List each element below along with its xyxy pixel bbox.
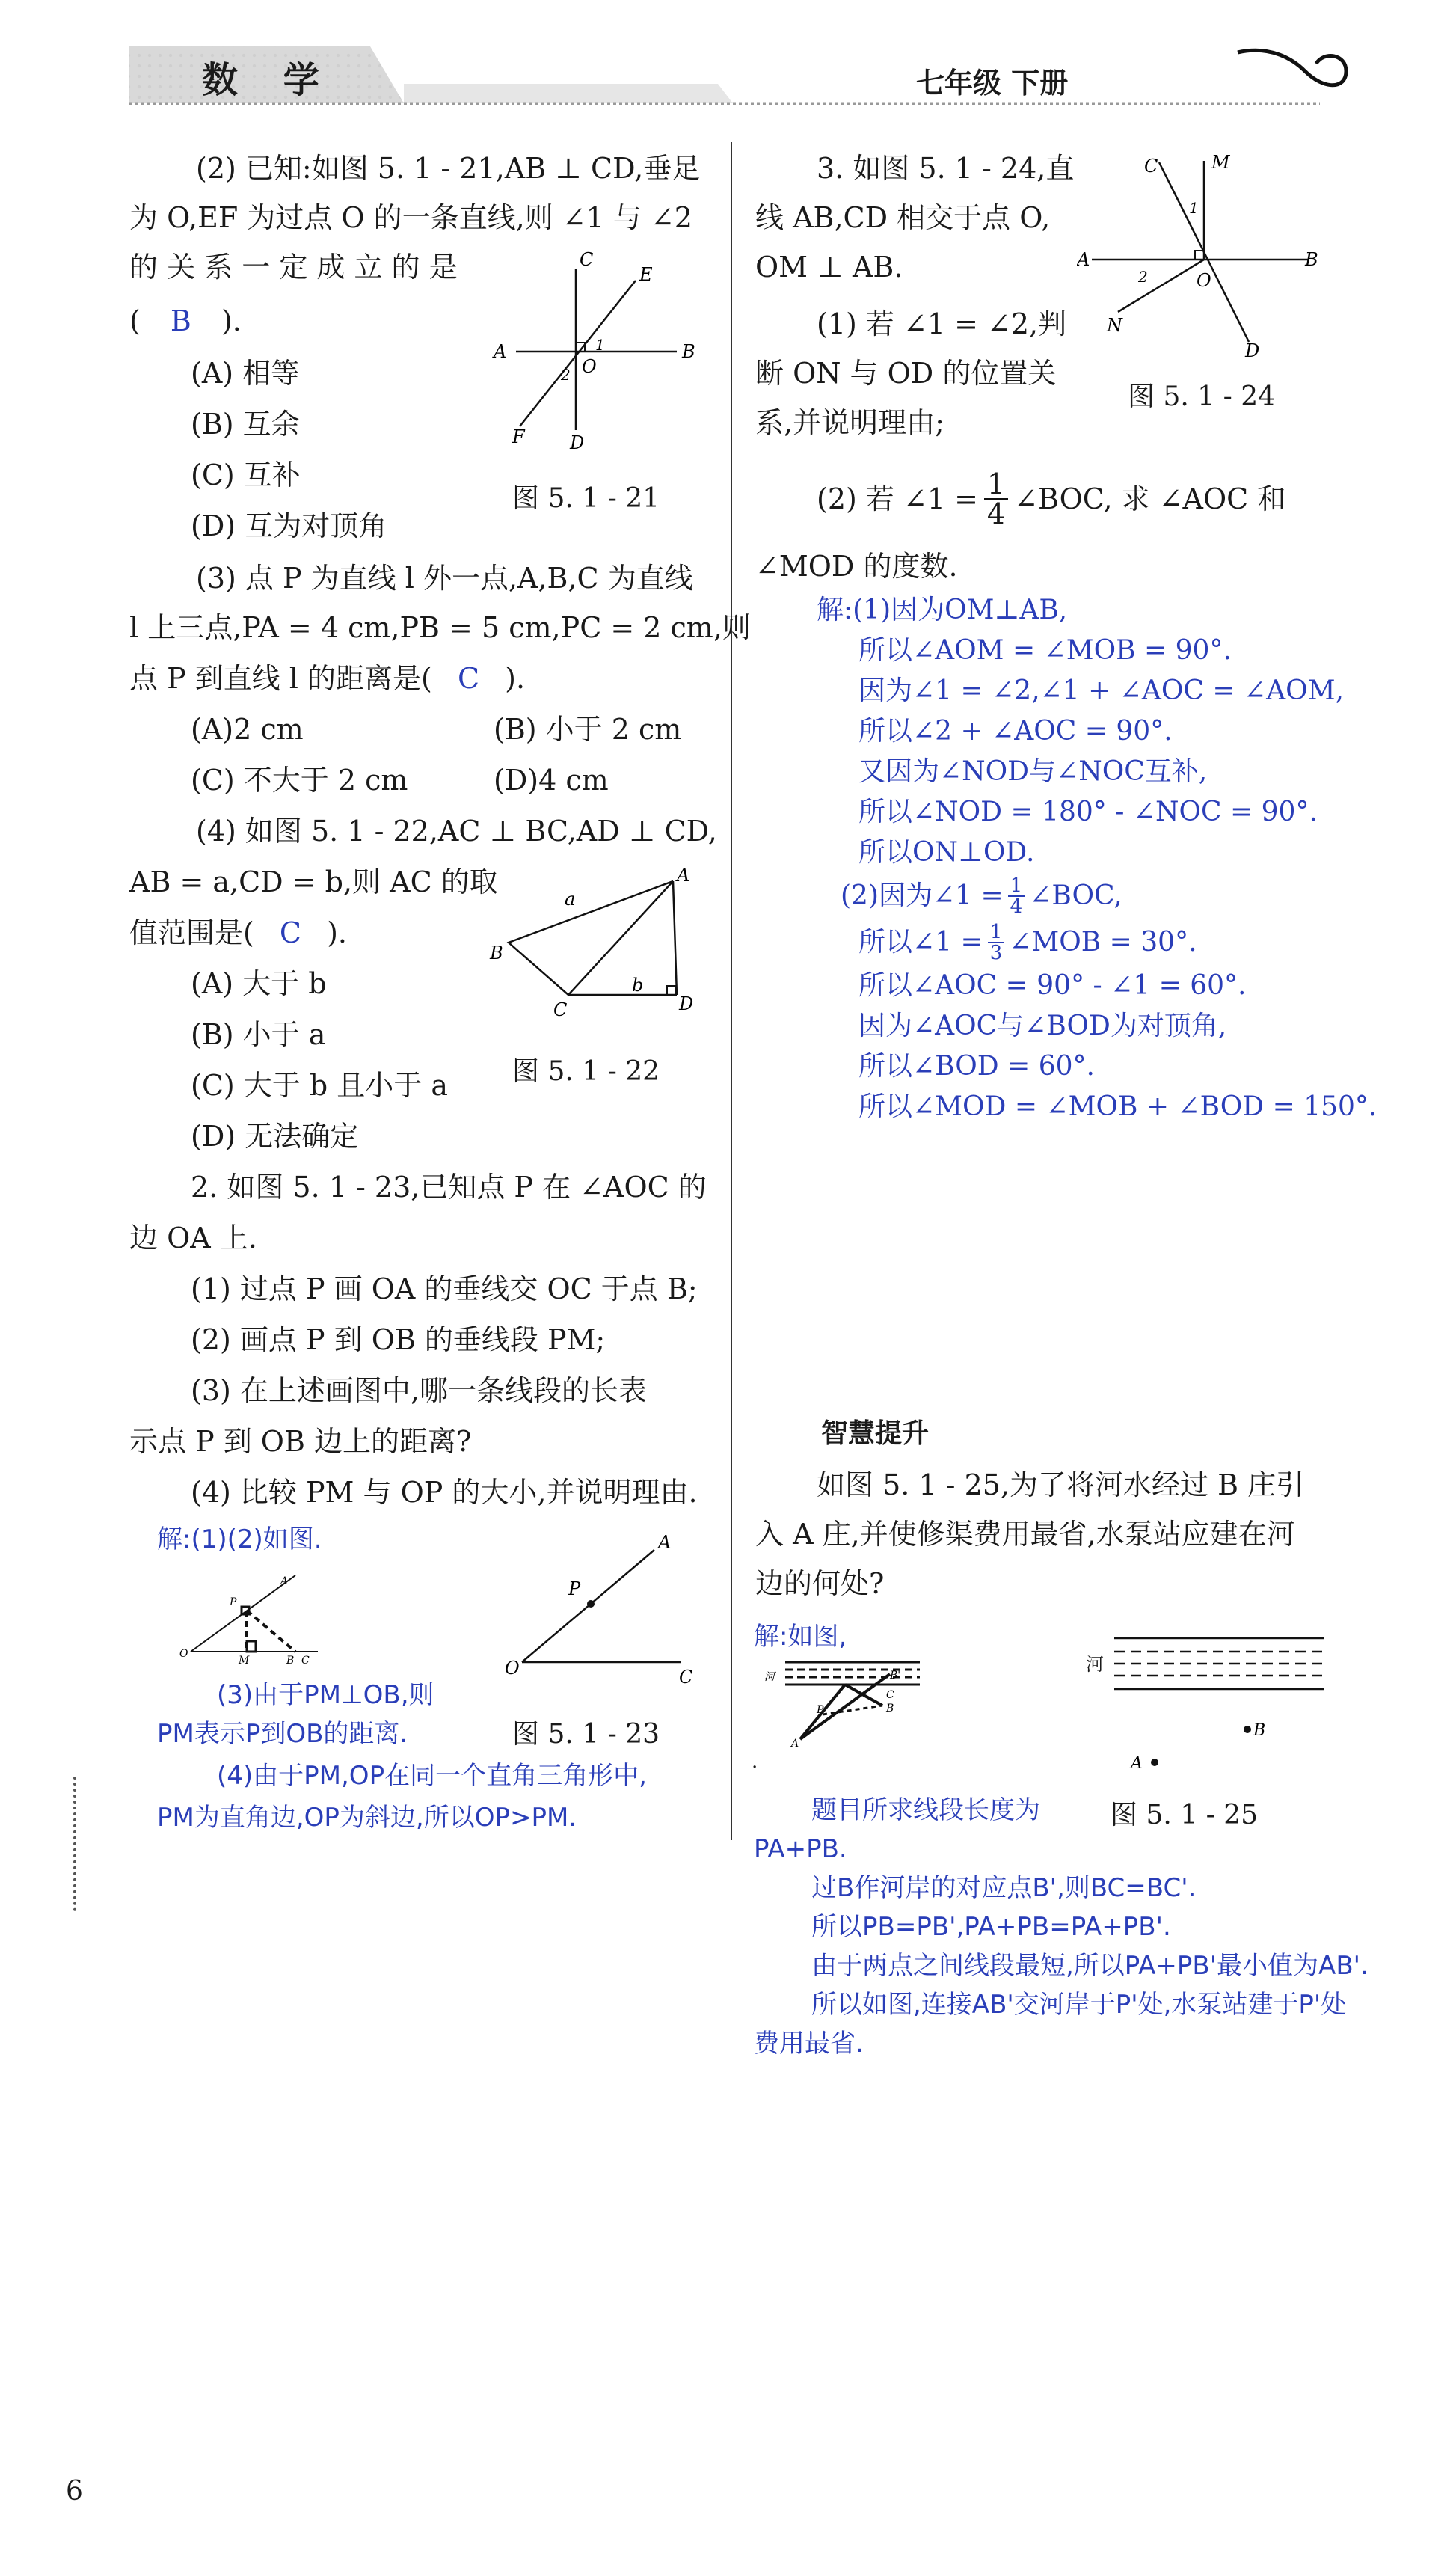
- solution-line: 所以∠AOM = ∠MOB = 90°.: [858, 635, 1232, 666]
- p3-q2-fraction: [984, 470, 1008, 528]
- q3-text: 点 P 到直线 l 的距离是(: [129, 662, 432, 695]
- svg-text:D: D: [679, 993, 694, 1014]
- sol2-a-fraction: [1008, 876, 1025, 916]
- svg-text:B': B': [890, 1670, 901, 1682]
- q2-line2: 为 O,EF 为过点 O 的一条直线,则 ∠1 与 ∠2: [129, 201, 692, 234]
- p4-solution-line: PA+PB.: [754, 1834, 847, 1864]
- svg-text:P: P: [817, 1704, 824, 1716]
- fraction-denominator: 3: [989, 942, 1003, 964]
- q2-answer-line: [129, 296, 242, 346]
- svg-text:C: C: [580, 249, 594, 270]
- p2-line2: 边 OA 上.: [129, 1222, 257, 1254]
- svg-text:A: A: [494, 341, 507, 362]
- q2-answer: B: [170, 304, 191, 337]
- sol2-b-fraction: [988, 922, 1005, 963]
- solution-line: 又因为∠NOD与∠NOC互补,: [858, 756, 1208, 787]
- svg-text:D: D: [1245, 340, 1260, 361]
- sol2-a-tail: ∠BOC,: [1029, 880, 1122, 911]
- p2-solution-3b: PM表示P到OB的距离.: [157, 1719, 408, 1749]
- q3-line3: [129, 654, 525, 703]
- q4-option: (A) 大于 b: [191, 967, 327, 1000]
- solution-line: 所以ON⊥OD.: [858, 837, 1035, 868]
- p2-solution-4a: (4)由于PM,OP在同一个直角三角形中,: [217, 1761, 647, 1791]
- svg-text:1: 1: [595, 336, 605, 354]
- q3-option-d: (D)4 cm: [494, 764, 609, 797]
- p3-q2-text-tail: ∠BOC, 求 ∠AOC 和: [1014, 482, 1286, 515]
- svg-text:河: 河: [764, 1671, 775, 1683]
- svg-text:M: M: [239, 1655, 250, 1667]
- svg-text:C: C: [679, 1667, 693, 1688]
- fraction-numerator: 1: [1008, 876, 1025, 897]
- q2-line3: 的 关 系 一 定 成 立 的 是: [129, 251, 458, 284]
- q3-close: ).: [505, 662, 526, 695]
- svg-text:O: O: [1197, 270, 1211, 291]
- svg-text:A: A: [677, 865, 690, 886]
- section-title: 智慧提升: [821, 1418, 930, 1449]
- figure-5-1-25: [1077, 1631, 1331, 1780]
- solution-line: 所以∠AOC = 90° - ∠1 = 60°.: [858, 970, 1247, 1001]
- p2-solution-figure: [168, 1562, 329, 1667]
- q4-answer: C: [279, 916, 301, 949]
- p3-q1b: 断 ON 与 OD 的位置关: [755, 357, 1057, 390]
- q2-paren-open: (: [129, 304, 141, 337]
- p4-line3: 边的何处?: [755, 1567, 885, 1600]
- svg-text:O: O: [179, 1648, 188, 1660]
- solution-line-frac2: [858, 922, 1197, 963]
- q3-answer: C: [457, 662, 480, 695]
- p3-q1a: (1) 若 ∠1 = ∠2,判: [817, 307, 1067, 340]
- p4-line1: 如图 5. 1 - 25,为了将河水经过 B 庄引: [817, 1468, 1305, 1501]
- q4-line1: (4) 如图 5. 1 - 22,AC ⊥ BC,AD ⊥ CD,: [196, 815, 717, 848]
- q4-text: 值范围是(: [129, 916, 254, 949]
- p4-solution-figure: [763, 1653, 927, 1750]
- fraction-denominator: 4: [1010, 895, 1023, 918]
- p4-solution-line: 所以PB=PB',PA+PB=PA+PB'.: [811, 1912, 1171, 1942]
- p3-line2: 线 AB,CD 相交于点 O,: [755, 201, 1051, 234]
- q2-option: (A) 相等: [191, 357, 300, 390]
- fig24-caption: 图 5. 1 - 24: [1128, 381, 1275, 412]
- svg-text:A: A: [280, 1575, 289, 1587]
- figure-5-1-24: [1077, 146, 1331, 370]
- svg-text:P: P: [230, 1596, 237, 1608]
- sol2-b-text: 所以∠1 =: [858, 927, 983, 957]
- header-swirl-icon: [1238, 50, 1346, 85]
- svg-text:M: M: [1211, 152, 1230, 173]
- q4-close: ).: [327, 916, 347, 949]
- p3-q2-line: [817, 470, 1285, 528]
- svg-text:1: 1: [1189, 199, 1199, 217]
- q4-option: (C) 大于 b 且小于 a: [191, 1069, 449, 1102]
- p2-item: (3) 在上述画图中,哪一条线段的长表: [191, 1374, 647, 1407]
- column-divider: [731, 142, 732, 1840]
- svg-text:B: B: [1305, 249, 1318, 270]
- margin-dots: [73, 1777, 76, 1911]
- svg-text:E: E: [639, 264, 653, 285]
- q3-option-c: (C) 不大于 2 cm: [191, 764, 408, 797]
- q4-line3: [129, 908, 347, 957]
- q2-line1: (2) 已知:如图 5. 1 - 21,AB ⊥ CD,垂足: [196, 152, 701, 185]
- p4-solution-line: 所以如图,连接AB'交河岸于P'处,水泵站建于P'处: [811, 1990, 1347, 2020]
- svg-text:a: a: [565, 889, 576, 910]
- p2-solution-4b: PM为直角边,OP为斜边,所以OP>PM.: [157, 1803, 577, 1833]
- q2-option: (C) 互补: [191, 459, 301, 491]
- svg-text:A: A: [1131, 1754, 1143, 1773]
- p2-line1: 2. 如图 5. 1 - 23,已知点 P 在 ∠AOC 的: [191, 1171, 707, 1204]
- p3-q1c: 系,并说明理由;: [755, 406, 944, 439]
- svg-text:B: B: [886, 1703, 894, 1714]
- svg-text:C: C: [1144, 156, 1158, 177]
- solution-line: 所以∠NOD = 180° - ∠NOC = 90°.: [858, 797, 1318, 827]
- figure-5-1-22: [479, 860, 718, 1025]
- header-subject: 数 学: [202, 59, 336, 101]
- page-header: [0, 0, 1456, 120]
- fraction-denominator: 4: [986, 497, 1006, 530]
- p2-item: (1) 过点 P 画 OA 的垂线交 OC 于点 B;: [191, 1272, 698, 1305]
- svg-text:N: N: [1107, 315, 1122, 336]
- fig22-caption: 图 5. 1 - 22: [512, 1056, 660, 1087]
- fig23-caption: 图 5. 1 - 23: [512, 1719, 660, 1750]
- q2-paren-close: ).: [221, 304, 242, 337]
- fraction-numerator: 1: [988, 922, 1005, 943]
- p3-line1: 3. 如图 5. 1 - 24,直: [817, 152, 1075, 185]
- p2-solution-title: 解:(1)(2)如图.: [157, 1524, 322, 1554]
- svg-text:2: 2: [1138, 268, 1148, 286]
- svg-text:2: 2: [561, 366, 571, 384]
- q3-line1: (3) 点 P 为直线 l 外一点,A,B,C 为直线: [196, 562, 693, 595]
- solution-line: 所以∠MOD = ∠MOB + ∠BOD = 150°.: [858, 1091, 1377, 1122]
- p3-q2c: ∠MOD 的度数.: [755, 550, 958, 583]
- svg-text:A: A: [658, 1532, 672, 1553]
- svg-text:b: b: [632, 975, 644, 996]
- fraction-numerator: 1: [984, 470, 1008, 500]
- q2-option: (D) 互为对顶角: [191, 509, 387, 542]
- svg-text:C: C: [553, 999, 568, 1020]
- svg-text:D: D: [570, 432, 585, 453]
- page-number: 6: [66, 2476, 83, 2507]
- p4-solution-line: 由于两点之间线段最短,所以PA+PB'最小值为AB'.: [811, 1951, 1369, 1981]
- stray-dot: .: [752, 1750, 758, 1773]
- q4-line2: AB = a,CD = b,则 AC 的取: [129, 865, 498, 898]
- figure-5-1-23: [501, 1526, 718, 1691]
- solution-line: 所以∠BOD = 60°.: [858, 1051, 1095, 1082]
- q3-line2: l 上三点,PA = 4 cm,PB = 5 cm,PC = 2 cm,则: [129, 611, 751, 644]
- fig21-caption: 图 5. 1 - 21: [512, 483, 660, 514]
- p2-item: (2) 画点 P 到 OB 的垂线段 PM;: [191, 1323, 606, 1356]
- solution-line: 所以∠2 + ∠AOC = 90°.: [858, 716, 1173, 747]
- svg-text:A: A: [791, 1738, 799, 1750]
- p4-solution-line: 题目所求线段长度为: [811, 1795, 1040, 1825]
- solution-line: 解:(1)因为OM⊥AB,: [817, 595, 1068, 625]
- p4-solution-line: 过B作河岸的对应点B',则BC=BC'.: [811, 1873, 1197, 1903]
- river-label: 河: [1086, 1654, 1104, 1675]
- svg-text:C: C: [301, 1655, 310, 1667]
- p2-item: 示点 P 到 OB 边上的距离?: [129, 1425, 472, 1458]
- q4-option: (D) 无法确定: [191, 1120, 359, 1153]
- p3-line3: OM ⊥ AB.: [755, 251, 903, 284]
- solution-line-frac1: [841, 875, 1122, 917]
- solution-line: 因为∠1 = ∠2,∠1 + ∠AOC = ∠AOM,: [858, 675, 1345, 706]
- figure-5-1-21: [486, 247, 710, 464]
- q3-option-a: (A)2 cm: [191, 713, 304, 746]
- q2-option: (B) 互余: [191, 408, 300, 441]
- svg-text:F: F: [512, 426, 525, 447]
- q3-option-b: (B) 小于 2 cm: [494, 713, 682, 746]
- header-grade: 七年级 下册: [916, 67, 1069, 99]
- sol2-a-text: (2)因为∠1 =: [841, 880, 1004, 911]
- p2-solution-3a: (3)由于PM⊥OB,则: [217, 1680, 434, 1710]
- p4-line2: 入 A 庄,并使修渠费用最省,水泵站应建在河: [755, 1518, 1295, 1551]
- p4-solution-line: 费用最省.: [754, 2029, 864, 2059]
- sol2-b-tail: ∠MOB = 30°.: [1009, 927, 1197, 957]
- p3-q2-text: (2) 若 ∠1 =: [817, 482, 978, 515]
- fig25-caption: 图 5. 1 - 25: [1111, 1800, 1258, 1830]
- svg-text:B: B: [286, 1655, 295, 1667]
- svg-text:P: P: [568, 1578, 581, 1599]
- svg-text:C: C: [886, 1689, 894, 1701]
- solution-line: 因为∠AOC与∠BOD为对顶角,: [858, 1011, 1227, 1041]
- svg-text:O: O: [582, 356, 597, 377]
- p2-item: (4) 比较 PM 与 OP 的大小,并说明理由.: [191, 1476, 698, 1509]
- q4-option: (B) 小于 a: [191, 1018, 326, 1051]
- svg-text:A: A: [1077, 249, 1090, 270]
- p4-solution-title: 解:如图,: [754, 1622, 847, 1652]
- svg-text:O: O: [505, 1658, 520, 1679]
- svg-text:B: B: [682, 341, 695, 362]
- svg-text:B: B: [1253, 1721, 1266, 1740]
- svg-text:B: B: [490, 943, 503, 963]
